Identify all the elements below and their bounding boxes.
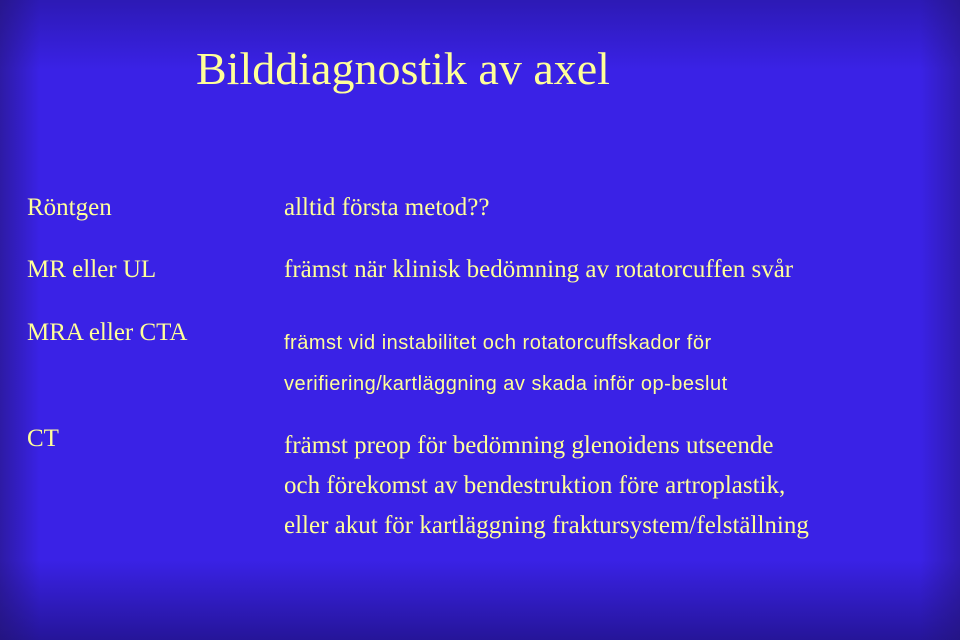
desc-rontgen <box>284 195 489 220</box>
label-rontgen: Röntgen <box>27 194 112 221</box>
desc-mr-ul <box>284 257 793 282</box>
desc-line: verifiering/kartläggning av skada inför op-beslut <box>284 373 728 395</box>
label-mr-ul: MR eller UL <box>27 256 157 283</box>
desc-line: främst vid instabilitet och rotatorcuffskador för <box>284 332 712 354</box>
desc-line: och förekomst av bendestruktion före artroplastik, <box>284 472 786 499</box>
desc-line: alltid första metod?? <box>284 194 490 221</box>
label-ct: CT <box>27 425 59 452</box>
desc-ct <box>284 426 809 546</box>
desc-line: främst när klinisk bedömning av rotatorcuffen svår <box>284 256 794 283</box>
slide-title: Bilddiagnostik av axel <box>196 43 610 94</box>
desc-mra-cta <box>284 323 728 405</box>
desc-line: eller akut för kartläggning fraktursystem/felställning <box>284 512 809 539</box>
label-mra-cta: MRA eller CTA <box>27 319 188 346</box>
desc-line: främst preop för bedömning glenoidens utseende <box>284 432 774 459</box>
